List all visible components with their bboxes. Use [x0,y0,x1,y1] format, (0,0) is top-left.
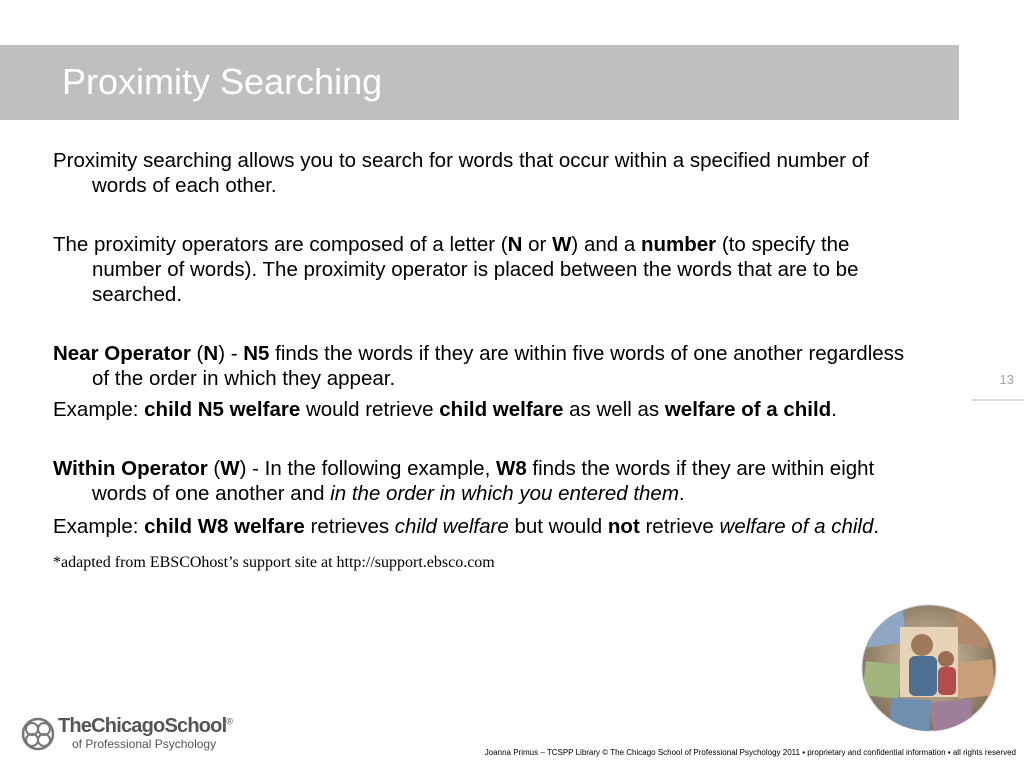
text: retrieve [639,515,720,538]
logo-name-text: TheChicagoSchool [58,715,227,737]
slide-title: Proximity Searching [62,61,383,102]
text: finds the words if they are within five words of one another regardless of the order in which they appear. [92,342,905,390]
paragraph-operators [53,232,923,307]
footer-separator: ▪ [799,748,808,757]
slide-content [53,148,923,572]
paragraph-within-operator [53,456,923,506]
text: retrieves [304,515,395,538]
footer-rights: all rights reserved [952,748,1016,757]
bold-text: N5 [243,342,270,365]
text: but would [508,515,608,538]
text: as well as [563,398,665,421]
bold-text: W8 [495,457,527,480]
paragraph-within-example [53,512,923,542]
text: . [873,515,880,538]
logo-subtitle: of Professional Psychology [72,737,217,751]
paragraph-near-operator [53,341,923,391]
collage-photo [860,603,998,733]
logo-name [58,715,232,738]
paragraph-near-example [53,397,923,422]
logo-registered: ® [226,716,233,727]
source-note: *adapted from EBSCOhost’s support site at http://support.ebsco.com [53,554,495,571]
text: or [522,233,553,256]
bold-text: N [507,233,523,256]
text: ) and a [571,233,641,256]
text: finds the words if they are within eight words of one another and [92,457,875,505]
logo-emblem-icon [20,716,56,752]
bold-text: N [203,342,219,365]
bold-text: child N5 welfare [144,398,301,421]
text: would retrieve [300,398,440,421]
text: ( [190,342,204,365]
bold-text: W [552,233,572,256]
bold-text: W [220,457,240,480]
text: ( [207,457,221,480]
text: Proximity searching allows you to search for words that occur within a specified number of words of each other. [53,149,869,197]
footer-separator: ▪ [945,748,953,757]
bold-text: number [640,233,717,256]
text: . [831,398,837,421]
italic-text: welfare of a child [719,515,874,538]
text: ) - In the following example, [239,457,496,480]
text: The proximity operators are composed of a letter ( [53,233,508,256]
footer-confidential: proprietary and confidential information [807,748,946,757]
text: Example: [53,398,145,421]
page-number-box [972,366,1024,401]
bold-text: welfare of a child [664,398,832,421]
footer [485,748,1016,757]
bold-text: Near Operator [53,342,191,365]
text: (to specify the number of words). The proximity operator is placed between the words that are to be searched. [92,233,859,306]
text: ) - [218,342,244,365]
bold-text: Within Operator [53,457,208,480]
footer-copyright: Joanna Primus – TCSPP Library © The Chicago School of Professional Psychology 2011 [484,748,800,757]
italic-text: in the order in which you entered them [330,482,679,505]
bold-text: not [607,515,640,538]
text: . [678,482,685,505]
bold-text: child W8 welfare [144,515,305,538]
bold-text: child welfare [439,398,564,421]
text: Example: [53,515,145,538]
chicago-school-logo [20,712,233,757]
paragraph-intro [53,148,923,198]
page-number: 13 [999,372,1014,387]
italic-text: child welfare [394,515,509,538]
